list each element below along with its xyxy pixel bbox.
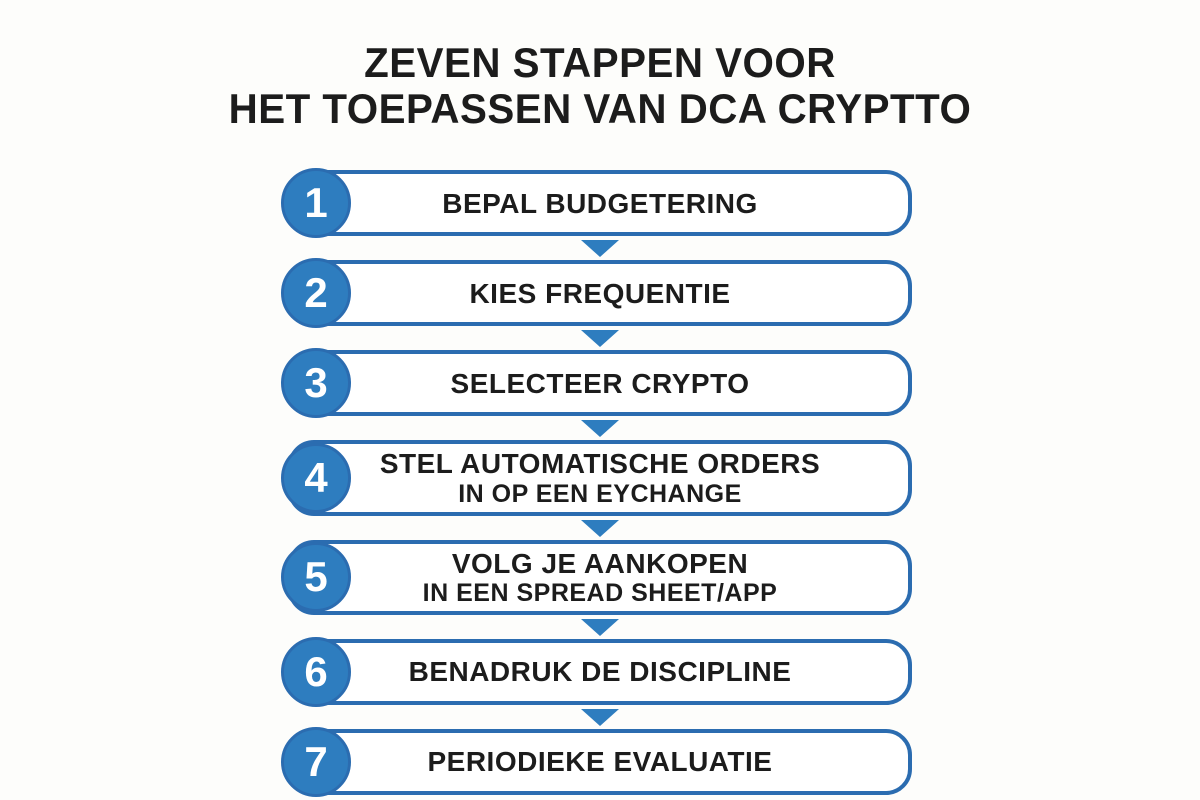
- step-item-2: [288, 260, 912, 326]
- step-label: BENADRUK DE DISCIPLINE: [408, 656, 792, 688]
- step-number-badge: 2: [281, 258, 351, 328]
- step-item-4: [288, 440, 912, 515]
- step-label: BEPAL BUDGETERING: [442, 187, 758, 219]
- step-item-1: [288, 170, 912, 236]
- step-pill: [288, 639, 912, 705]
- step-label: KIES FREQUENTIE: [469, 277, 731, 309]
- step-item-3: [288, 350, 912, 416]
- step-number-badge: 5: [281, 542, 351, 612]
- step-number-badge: 6: [281, 637, 351, 707]
- page-title: [0, 0, 1200, 132]
- step-item-7: [288, 729, 912, 795]
- arrow-down-icon: [581, 330, 619, 347]
- step-label: VOLG JE AANKOPEN: [451, 547, 749, 579]
- steps-list: [288, 170, 912, 795]
- page-title-line-2: HET TOEPASSEN VAN DCA CRYPTTO: [228, 85, 972, 133]
- arrow-down-icon: [581, 709, 619, 726]
- arrow-down-icon: [581, 240, 619, 257]
- step-pill: [288, 260, 912, 326]
- step-pill: [288, 540, 912, 615]
- step-label-line2: IN OP EEN EYCHANGE: [458, 479, 742, 508]
- step-number-badge: 1: [281, 168, 351, 238]
- step-label: PERIODIEKE EVALUATIE: [427, 746, 773, 778]
- arrow-down-icon: [581, 420, 619, 437]
- step-number-badge: 7: [281, 727, 351, 797]
- step-pill: [288, 170, 912, 236]
- step-number-badge: 3: [281, 348, 351, 418]
- step-pill: [288, 350, 912, 416]
- step-pill: [288, 440, 912, 515]
- step-label: SELECTEER CRYPTO: [450, 367, 750, 399]
- step-label: STEL AUTOMATISCHE ORDERS: [379, 448, 821, 480]
- step-item-6: [288, 639, 912, 705]
- arrow-down-icon: [581, 619, 619, 636]
- page-title-line-1: ZEVEN STAPPEN VOOR: [364, 39, 836, 86]
- arrow-down-icon: [581, 520, 619, 537]
- step-number-badge: 4: [281, 443, 351, 513]
- step-label-line2: IN EEN SPREAD SHEET/APP: [422, 579, 778, 608]
- step-pill: [288, 729, 912, 795]
- step-item-5: [288, 540, 912, 615]
